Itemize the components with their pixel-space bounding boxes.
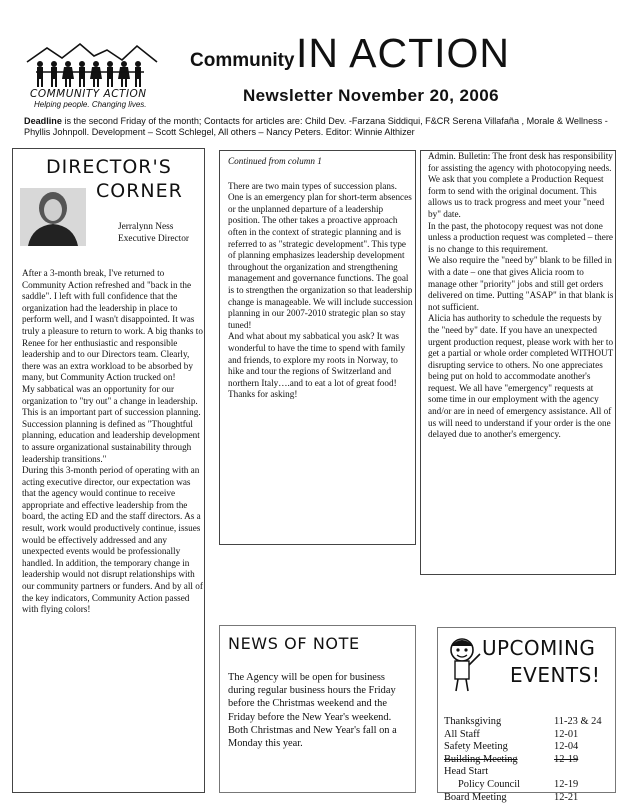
event-name: Policy Council [458,778,521,790]
event-row [444,741,614,754]
director-photo [20,188,86,246]
directors-corner-body [22,268,204,616]
admin-paragraph: We ask that you complete a Production Request form to send with the original document. This allows us to track progress and meet your "need by" date. [428,174,605,219]
event-date: 12-19 [554,778,579,790]
middle-paragraph: There are two main types of succession plans. One is an emergency plan for short-term absences or the unplanned departure of a leadership position. The other takes a proactive approach often in the context of strategic planning and is referred to as "strategic development". This type of planning emphasizes leadership development throughout the organization and strengthening management and governance functions. The goal is to strengthen the organization so that leadership change is manageable. We will include succession planning in our 2007-2010 strategic plan so stay tuned! [228,180,413,330]
event-date: 12-19 [554,753,579,765]
event-row [444,716,614,729]
events-title-1: UPCOMING [482,636,596,660]
admin-paragraph: Admin. Bulletin: The front desk has responsibility for assisting the agency with photocopying needs. [428,151,613,173]
events-list [444,716,614,804]
director-name: Jerralynn Ness [118,222,174,232]
event-name: All Staff [444,728,480,740]
logo-org-name: COMMUNITY ACTION [30,88,147,100]
event-date: 12-01 [554,728,579,740]
middle-paragraph: And what about my sabbatical you ask? It was wonderful to have the time to spend with family and friends, to explore my roots in Norway, to hike and tour the regions of Switzerland and northern Italy….and to eat a lot of great food! Thanks for asking! [228,331,406,400]
directors-corner-title-1: DIRECTOR'S [46,156,172,178]
event-row [444,792,614,804]
director-paragraph: My sabbatical was an opportunity for our organization to "try out" a change in leadership. This is an important part of succession planning. Succession planning is defined as "Thoughtful planning, education and leadership development to assure organizational sustainability through leadership transitions." [22,383,201,464]
event-name: Thanksgiving [444,716,502,727]
event-row [444,766,614,779]
event-row [444,729,614,742]
deadline-label: Deadline [24,116,62,126]
event-date: 11-23 & 24 [554,716,602,727]
admin-paragraph: Alicia has authority to schedule the requests by the "need by" date. If you have an unexpected urgent production request, please work with her to get a partial or whole order completed WITHOUT disrupting service to others. No one appreciates being put on hold to accommodate another's request. We all have "emergency" requests at some time in our employment with the agency and/or are in need of emergency assistance. All of us will need to understand if your order is the one delayed due to another's emergency. [428,313,614,440]
admin-paragraph: We also require the "need by" blank to be filled in with a date – one that gives Alicia room to manage other "priority" jobs and still get orders delivered on time. Putting "ASAP" in that blank is not sufficient. [428,255,614,312]
admin-paragraph: In the past, the photocopy request was not done unless a production request was completed – there is no change to this requirement. [428,220,613,254]
event-name: Building Meeting [444,753,518,765]
continued-column-body [228,156,414,401]
event-date: 12-04 [554,741,579,753]
news-of-note-title: NEWS OF NOTE [228,634,360,653]
director-title: Executive Director [118,234,190,244]
continued-from-note: Continued from column 1 [228,156,322,166]
event-date: 12-21 [554,791,579,803]
director-paragraph: During this 3-month period of operating with an acting executive director, our expectation was that the agency would continue to receive appropriate and effective leadership from the board, the acting ED and the staff directors. As a result, work would productively continue, issues would be effectively addressed and any unexpected events would be professionally handled. In addition, the temporary change in leadership would not disrupt relationships with our community partners or funders. And by all of the key indicators, Community Action passed with flying colors! [22,465,203,615]
events-title-2: EVENTS! [510,663,601,687]
director-paragraph: After a 3-month break, I've returned to Community Action refreshed and "back in the saddle". I left with full confidence that the organization had the leadership in place to perform well, and I wasn't disappointed. It was truly a pleasure to return to work. A big thanks to Renee for her enthusiastic and responsible leadership and to our Directors team. Clearly, there was an extra workload to be absorbed by many, but Community Action trucked on! [22,268,203,383]
event-name: Head Start [444,766,489,778]
director-byline [118,221,189,245]
event-row-cancelled [444,754,614,767]
deadline-text: is the second Friday of the month; Contacts for articles are: Child Dev. -Farzana Siddiqui, F&CR Serena Villafaña , Morale & Wellness -Phyllis Johnpoll. Development – Scott Schlegel, All others – Nancy Peters. Editor: Winnie Althizer [24,116,608,137]
news-of-note-body: The Agency will be open for business during regular business hours the Friday before the Christmas weekend and the Friday before the New Year's weekend. Both Christmas and New Year's fall on a Monday this year. [228,672,397,750]
directors-corner-title-2: CORNER [96,180,183,202]
admin-bulletin-body [428,151,614,441]
logo-tagline: Helping people. Changing lives. [34,100,147,109]
event-date [554,766,614,779]
event-name: Safety Meeting [444,741,508,753]
newsletter-date: Newsletter November 20, 2006 [243,86,499,105]
deadline-note [24,116,609,138]
event-row [444,779,614,792]
masthead-community: Community [190,50,295,71]
cartoon-mascot-icon [444,636,484,692]
masthead-title: IN ACTION [296,30,511,76]
event-name: Board Meeting [444,791,507,803]
